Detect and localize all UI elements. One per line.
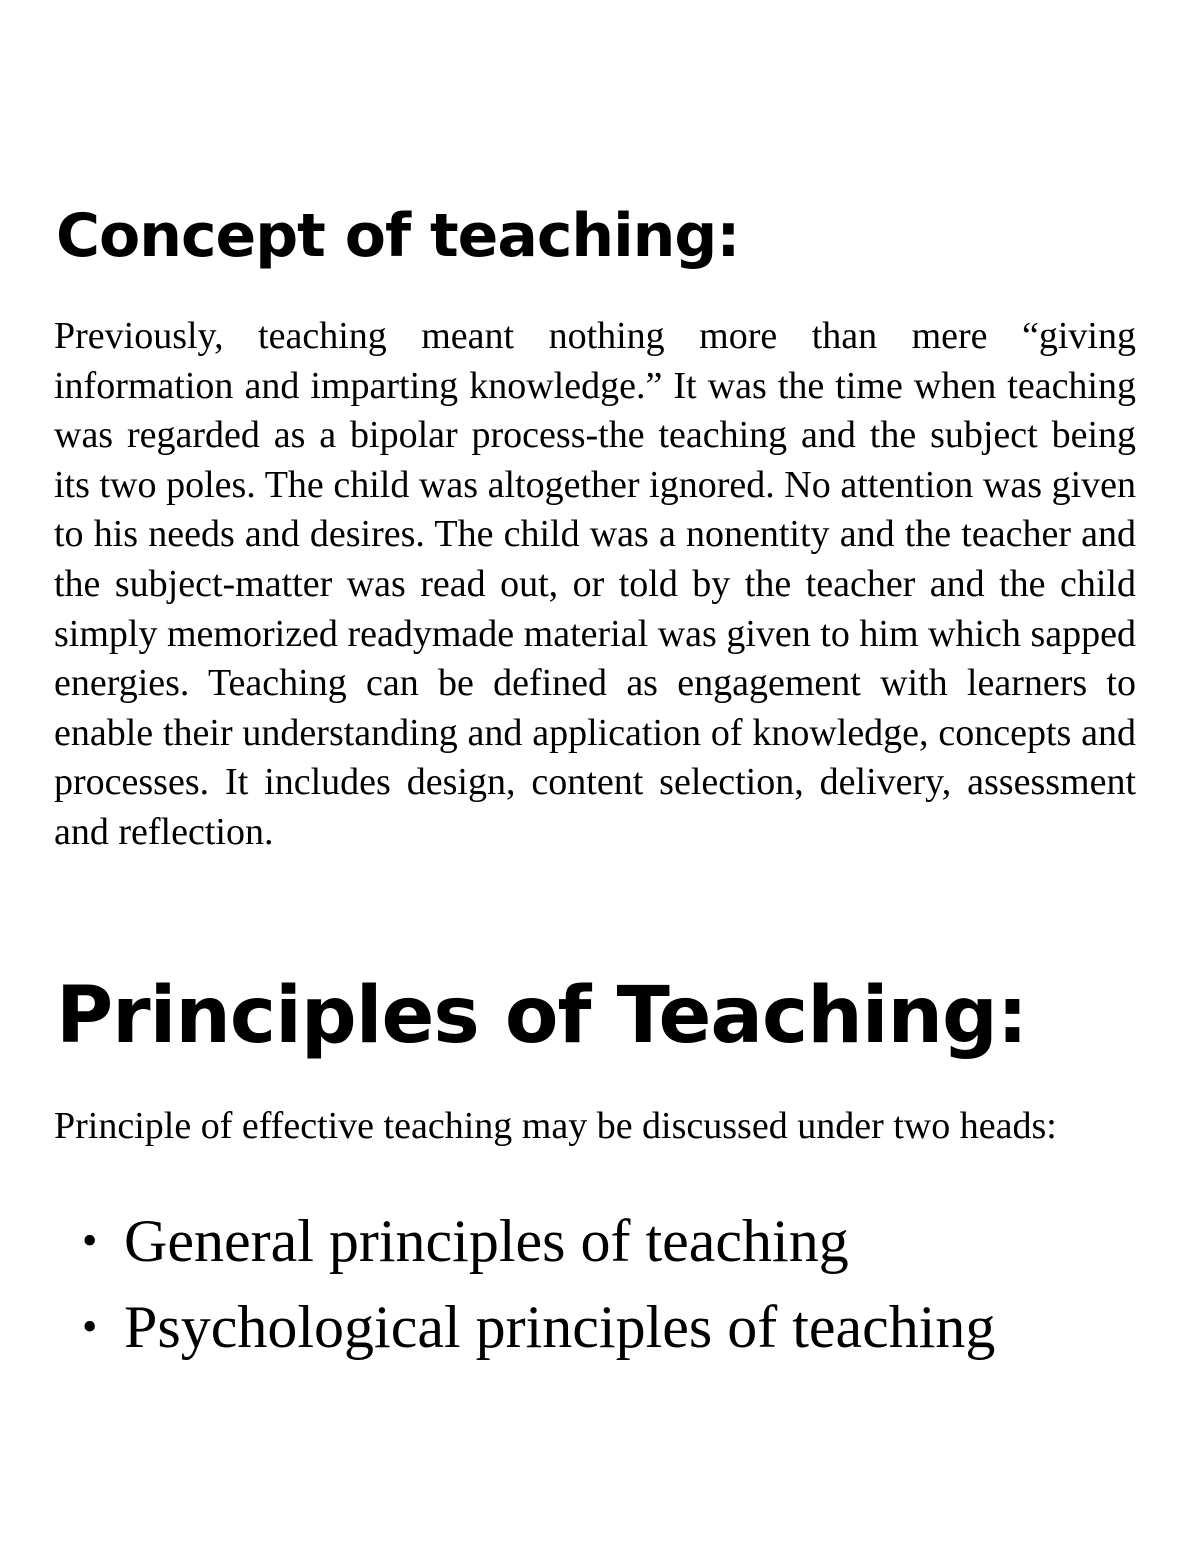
bullet-icon: • bbox=[82, 1216, 98, 1265]
principles-intro: Principle of effective teaching may be discussed under two heads: bbox=[54, 1105, 1057, 1147]
list-item bbox=[82, 1198, 1138, 1284]
concept-paragraph: Previously, teaching meant nothing more than mere “giving information and imparting knowledge.” It was the time when teaching was regarded as a bipolar process-the teaching and the subject being its two poles. The child was altogether ignored. No attention was given to his needs and desires. The child was a nonentity and the teacher and the subject-matter was read out, or told by the teacher and the child simply memorized readymade material was given to him which sapped energies. Teaching can be defined as engagement with learners to enable their understanding and application of knowledge, concepts and processes. It includes design, content selection, delivery, assessment and reflection. bbox=[54, 315, 1136, 853]
principles-list bbox=[82, 1198, 1138, 1370]
concept-heading: Concept of teaching: bbox=[56, 201, 740, 271]
bullet-icon: • bbox=[82, 1302, 98, 1351]
principles-heading: Principles of Teaching: bbox=[56, 971, 1028, 1061]
list-item-text: General principles of teaching bbox=[124, 1208, 849, 1274]
list-item bbox=[82, 1284, 1138, 1370]
list-item-text: Psychological principles of teaching bbox=[124, 1294, 996, 1360]
